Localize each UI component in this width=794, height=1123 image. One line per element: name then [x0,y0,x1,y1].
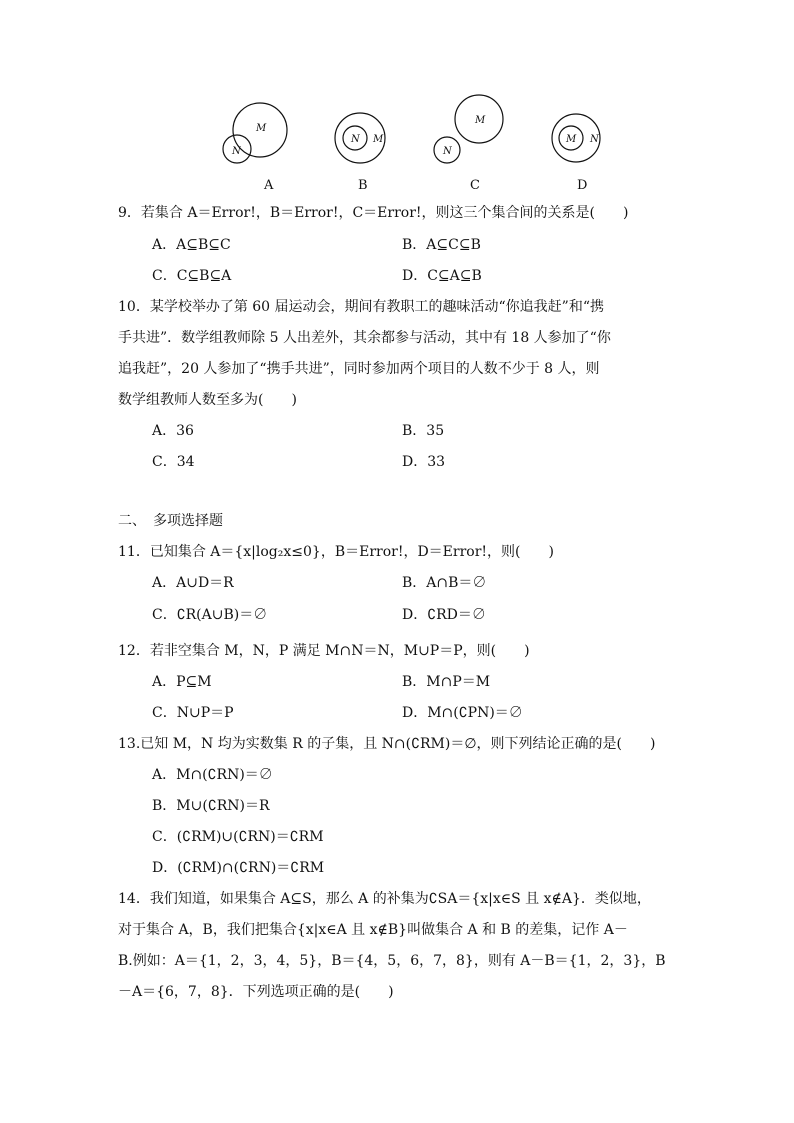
q10-line-3: 追我赶”，20 人参加了“携手共进”，同时参加两个项目的人数不少于 8 人，则 [118,361,600,377]
q14-line-1: 14．我们知道，如果集合 A⊆S，那么 A 的补集为∁SA＝{x|x∈S 且 x∉A}．类似地， [118,891,651,907]
label-a-outer: M [256,123,267,134]
q13-option-b: B．M∪(∁RN)＝R [152,798,270,814]
q10-option-c: C．34 [152,454,195,470]
q9-option-c: C．C⊆B⊆A [152,268,232,284]
label-a-inner: N [232,146,241,157]
q10-option-d: D．33 [402,454,446,470]
section-title: 二、 多项选择题 [118,513,223,529]
q9-option-b: B．A⊆C⊆B [402,237,481,253]
q13-option-d: D．(∁RM)∩(∁RN)＝∁RM [152,860,325,876]
label-d-outer: N [590,134,599,145]
q11-option-a: A．A∪D＝R [152,575,234,591]
q9-option-a: A．A⊆B⊆C [152,237,231,253]
caption-d: D [577,178,588,193]
q10-line-1: 10．某学校举办了第 60 届运动会，期间有教职工的趣味活动“你追我赶”和“携 [118,299,604,315]
q14-line-4: －A＝{6，7，8}．下列选项正确的是( ) [118,984,394,1000]
caption-b: B [358,178,368,193]
q11-option-c: C．∁R(A∪B)＝∅ [152,607,268,623]
label-d-inner: M [566,134,577,145]
q12-stem: 12．若非空集合 M，N，P 满足 M∩N＝N，M∪P＝P，则( ) [118,643,530,659]
q14-line-2: 对于集合 A，B，我们把集合{x|x∈A 且 x∉B}叫做集合 A 和 B 的差集，记作 A－ [118,922,628,938]
label-c-outer: M [475,115,486,126]
label-b-outer: M [373,134,384,145]
q9-option-d: D．C⊆A⊆B [402,268,482,284]
q10-option-b: B．35 [402,423,445,439]
q11-option-b: B．A∩B＝∅ [402,575,487,591]
q9-stem: 9．若集合 A＝Error!，B＝Error!，C＝Error!，则这三个集合间的关系是( ) [118,205,629,221]
q13-option-c: C．(∁RM)∪(∁RN)＝∁RM [152,829,324,845]
q12-option-a: A．P⊆M [152,674,212,690]
q13-stem: 13.已知 M，N 均为实数集 R 的子集，且 N∩(∁RM)＝∅，则下列结论正确的是( ) [118,736,656,752]
caption-c: C [470,178,480,193]
caption-a: A [264,178,274,193]
q11-stem: 11．已知集合 A＝{x|log₂x≤0}，B＝Error!，D＝Error!，则( ) [118,544,554,560]
label-b-inner: N [351,134,360,145]
label-c-inner: N [443,146,452,157]
q10-line-4: 数学组教师人数至多为( ) [118,392,297,408]
venn-figure [0,0,794,200]
q10-option-a: A．36 [152,423,194,439]
q11-option-d: D．∁RD＝∅ [402,607,486,623]
q12-option-d: D．M∩(∁PN)＝∅ [402,705,523,721]
q14-line-3: B.例如：A＝{1，2，3，4，5}，B＝{4，5，6，7，8}，则有 A－B＝{1，2，3}，B [118,953,666,969]
q13-option-a: A．M∩(∁RN)＝∅ [152,767,273,783]
q10-line-2: 手共进”．数学组教师除 5 人出差外，其余都参与活动，其中有 18 人参加了“你 [118,330,611,346]
q12-option-b: B．M∩P＝M [402,674,491,690]
q12-option-c: C．N∪P＝P [152,705,234,721]
